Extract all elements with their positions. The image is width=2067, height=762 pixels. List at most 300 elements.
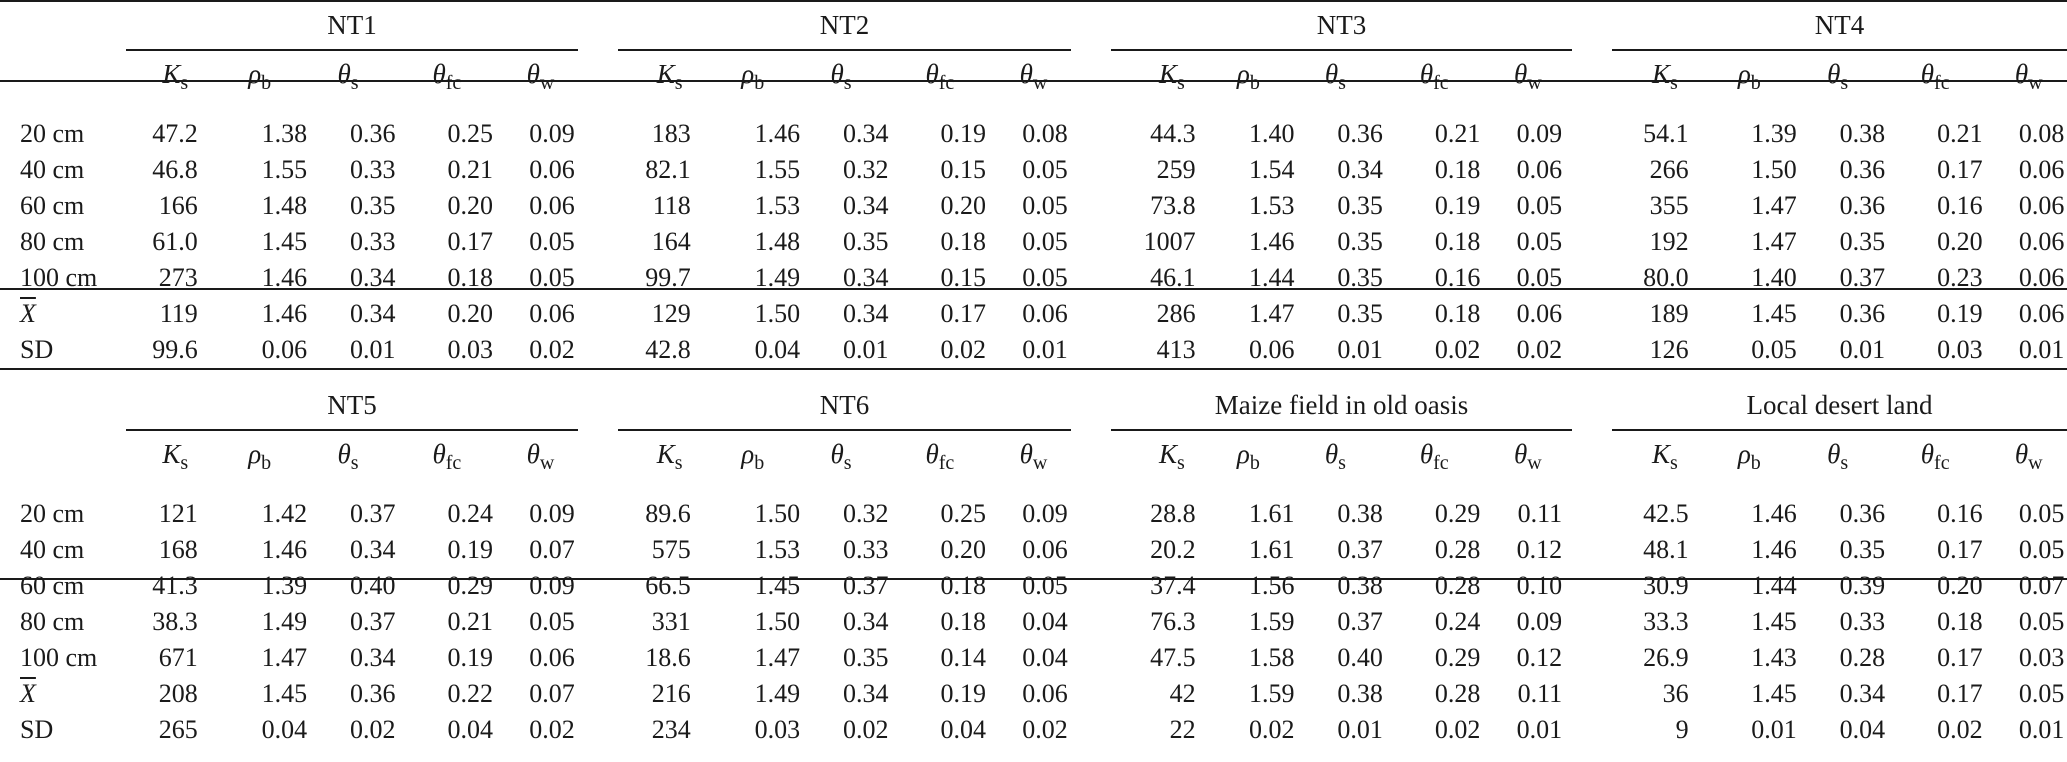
- table-cell: 129: [651, 299, 691, 328]
- table-cell: 0.06: [1516, 155, 1563, 184]
- table-cell: 0.36: [1337, 119, 1383, 148]
- table-cell: 0.34: [842, 191, 889, 220]
- symbol-base: θ: [526, 59, 540, 89]
- group-title: NT6: [819, 390, 870, 420]
- table-cell: 99.6: [152, 335, 198, 364]
- group-underline: [1612, 429, 2067, 431]
- symbol-subscript: s: [1670, 452, 1678, 474]
- table-cell: 0.18: [1937, 607, 1983, 636]
- table-cell: 0.21: [1937, 119, 1983, 148]
- column-header-θfc: [1394, 441, 1474, 473]
- table-cell: 41.3: [152, 571, 198, 600]
- table-cell: 30.9: [1643, 571, 1689, 600]
- table-cell: 0.05: [529, 263, 575, 292]
- table-cell: 273: [158, 263, 198, 292]
- table-cell: 0.25: [940, 499, 987, 528]
- table-cell: 0.29: [1434, 499, 1481, 528]
- table-cell: 0.36: [349, 119, 396, 148]
- column-header-ρb: [713, 61, 793, 93]
- symbol-base: K: [1159, 439, 1178, 469]
- symbol-base: ρ: [741, 59, 755, 89]
- table-cell: 0.19: [447, 535, 494, 564]
- table-cell: 0.01: [1751, 715, 1797, 744]
- column-header-θs: [1798, 441, 1878, 473]
- table-cell: 0.37: [1337, 607, 1383, 636]
- table-cell: 0.18: [1434, 155, 1481, 184]
- table-cell: 82.1: [645, 155, 691, 184]
- table-cell: 0.36: [349, 679, 396, 708]
- table-cell: 0.29: [1434, 643, 1481, 672]
- group-underline: [1111, 429, 1572, 431]
- table-cell: 0.07: [529, 679, 575, 708]
- table-cell: 0.05: [2018, 679, 2065, 708]
- table-cell: 0.07: [2018, 571, 2065, 600]
- table-cell: 0.17: [1937, 155, 1983, 184]
- symbol-subscript: s: [1840, 452, 1849, 474]
- table-cell: 0.02: [1249, 715, 1295, 744]
- table-cell: 0.19: [1937, 299, 1983, 328]
- table-cell: 0.19: [447, 643, 494, 672]
- table-cell: 192: [1649, 227, 1689, 256]
- table-cell: 0.34: [349, 535, 396, 564]
- column-header-θs: [801, 61, 881, 93]
- table-cell: 0.33: [349, 155, 396, 184]
- column-header-θfc: [1895, 61, 1975, 93]
- symbol-base: K: [1159, 59, 1178, 89]
- table-cell: 0.06: [2018, 227, 2065, 256]
- table-cell: 1.58: [1249, 643, 1295, 672]
- table-cell: 0.15: [940, 263, 987, 292]
- column-header-Ks: [630, 61, 710, 93]
- table-cell: 47.2: [152, 119, 198, 148]
- table-cell: 47.5: [1150, 643, 1196, 672]
- table-cell: 18.6: [645, 643, 691, 672]
- column-header-θs: [1295, 441, 1375, 473]
- table-cell: 0.05: [1751, 335, 1797, 364]
- table-cell: 0.01: [1516, 715, 1563, 744]
- table-cell: 1.39: [1751, 119, 1797, 148]
- table-rule: [0, 0, 2067, 2]
- row-label: 40 cm: [20, 535, 85, 564]
- table-cell: 0.32: [842, 155, 889, 184]
- column-header-θw: [500, 61, 580, 93]
- table-cell: 1.50: [754, 607, 801, 636]
- group-title: NT4: [1814, 10, 1865, 40]
- column-header-θw: [1488, 441, 1568, 473]
- symbol-subscript: b: [1750, 452, 1761, 474]
- table-cell: 36: [1662, 679, 1689, 708]
- table-cell: 0.08: [2018, 119, 2065, 148]
- table-cell: 0.37: [349, 499, 396, 528]
- group-underline: [126, 429, 578, 431]
- table-cell: 0.04: [1022, 607, 1068, 636]
- table-cell: 183: [651, 119, 691, 148]
- table-cell: 1.45: [261, 679, 308, 708]
- table-cell: 0.21: [1434, 119, 1481, 148]
- table-cell: 1.53: [1249, 191, 1295, 220]
- table-cell: 0.02: [940, 335, 987, 364]
- symbol-subscript: b: [754, 72, 765, 94]
- symbol-base: θ: [1920, 59, 1935, 89]
- group-title: NT3: [1316, 10, 1367, 40]
- table-cell: 1.50: [754, 499, 801, 528]
- table-cell: 1.46: [1751, 535, 1797, 564]
- symbol-base: ρ: [1236, 59, 1250, 89]
- table-cell: 80.0: [1643, 263, 1689, 292]
- symbol-subscript: s: [350, 72, 359, 94]
- column-header-θs: [1295, 61, 1375, 93]
- column-header-θs: [308, 61, 388, 93]
- table-cell: 1.40: [1751, 263, 1797, 292]
- symbol-subscript: w: [539, 72, 555, 94]
- table-cell: 0.16: [1434, 263, 1481, 292]
- group-title: NT2: [819, 10, 870, 40]
- column-header-θs: [308, 441, 388, 473]
- table-cell: 0.06: [2018, 191, 2065, 220]
- row-label: 20 cm: [20, 499, 85, 528]
- table-cell: 66.5: [645, 571, 691, 600]
- table-cell: 0.05: [1516, 191, 1563, 220]
- symbol-base: K: [656, 439, 675, 469]
- table-cell: 0.33: [1839, 607, 1886, 636]
- table-cell: 0.37: [349, 607, 396, 636]
- symbol-subscript: s: [1338, 72, 1346, 94]
- table-cell: 48.1: [1643, 535, 1689, 564]
- table-cell: 0.20: [447, 191, 494, 220]
- table-cell: 0.40: [1337, 643, 1383, 672]
- table-cell: 0.14: [940, 643, 987, 672]
- table-cell: 1.38: [261, 119, 308, 148]
- table-cell: 0.02: [1022, 715, 1068, 744]
- table-cell: 0.17: [1937, 679, 1983, 708]
- table-cell: 355: [1649, 191, 1689, 220]
- symbol-subscript: w: [2028, 72, 2043, 94]
- group-underline: [618, 49, 1071, 51]
- table-cell: 1.47: [261, 643, 308, 672]
- symbol-base: K: [1652, 439, 1671, 469]
- table-cell: 1.47: [1751, 191, 1797, 220]
- symbol-subscript: w: [1032, 452, 1048, 474]
- column-header-ρb: [713, 441, 793, 473]
- table-cell: 0.37: [1839, 263, 1886, 292]
- group-title: NT5: [327, 390, 377, 420]
- table-cell: 1.53: [754, 535, 801, 564]
- table-cell: 1.56: [1249, 571, 1295, 600]
- symbol-subscript: s: [1177, 452, 1185, 474]
- table-cell: 0.35: [1337, 191, 1383, 220]
- table-cell: 0.06: [529, 155, 575, 184]
- table-cell: 0.09: [529, 499, 575, 528]
- table-cell: 0.37: [1337, 535, 1383, 564]
- table-cell: 1.46: [1249, 227, 1295, 256]
- table-cell: 89.6: [645, 499, 691, 528]
- symbol-base: θ: [337, 439, 351, 469]
- table-cell: 0.05: [2018, 499, 2065, 528]
- symbol-subscript: s: [1670, 72, 1678, 94]
- table-cell: 1.59: [1249, 679, 1295, 708]
- table-cell: 1.47: [1751, 227, 1797, 256]
- table-cell: 166: [158, 191, 198, 220]
- column-header-Ks: [135, 61, 215, 93]
- table-cell: 0.20: [940, 535, 987, 564]
- table-cell: 0.20: [1937, 571, 1983, 600]
- table-cell: 0.06: [2018, 155, 2065, 184]
- symbol-subscript: w: [1032, 72, 1048, 94]
- table-cell: 0.35: [1337, 227, 1383, 256]
- symbol-base: θ: [830, 59, 844, 89]
- symbol-subscript: fc: [938, 452, 955, 474]
- table-cell: 0.05: [1516, 227, 1563, 256]
- column-header-θfc: [407, 61, 487, 93]
- symbol-base: θ: [2014, 439, 2029, 469]
- symbol-base: θ: [1324, 439, 1339, 469]
- table-cell: 0.06: [2018, 299, 2065, 328]
- column-header-θfc: [1394, 61, 1474, 93]
- symbol-base: θ: [1019, 439, 1033, 469]
- table-cell: 0.11: [1517, 679, 1563, 708]
- table-cell: 0.34: [349, 299, 396, 328]
- table-cell: 0.09: [1516, 607, 1563, 636]
- table-cell: 0.06: [1022, 299, 1068, 328]
- symbol-subscript: s: [1338, 452, 1346, 474]
- table-cell: 0.40: [349, 571, 396, 600]
- row-label: $\overline{X}$: [20, 679, 36, 708]
- table-cell: 0.15: [940, 155, 987, 184]
- table-cell: 0.28: [1434, 535, 1481, 564]
- table-cell: 1.53: [754, 191, 801, 220]
- column-header-θw: [994, 441, 1074, 473]
- table-cell: 216: [651, 679, 691, 708]
- table-cell: 0.18: [447, 263, 494, 292]
- table-cell: 0.24: [1434, 607, 1481, 636]
- symbol-subscript: w: [1527, 72, 1542, 94]
- table-cell: 0.34: [842, 119, 889, 148]
- table-cell: 0.01: [2018, 715, 2065, 744]
- table-cell: 0.29: [447, 571, 494, 600]
- table-cell: 1.50: [1751, 155, 1797, 184]
- column-header-θfc: [407, 441, 487, 473]
- table-cell: 0.04: [261, 715, 308, 744]
- symbol-subscript: fc: [445, 452, 462, 474]
- table-cell: 126: [1649, 335, 1689, 364]
- table-cell: 38.3: [152, 607, 198, 636]
- column-header-θs: [1798, 61, 1878, 93]
- table-cell: 0.02: [1434, 335, 1481, 364]
- group-title: NT1: [327, 10, 377, 40]
- table-cell: 1.49: [754, 263, 801, 292]
- symbol-base: θ: [1513, 59, 1528, 89]
- table-cell: 0.05: [1022, 571, 1068, 600]
- table-cell: 0.06: [261, 335, 308, 364]
- row-label: SD: [20, 335, 54, 364]
- table-cell: 0.02: [842, 715, 889, 744]
- column-header-ρb: [1709, 61, 1789, 93]
- table-cell: 0.19: [1434, 191, 1481, 220]
- table-cell: 1.61: [1249, 499, 1295, 528]
- table-cell: 0.03: [447, 335, 494, 364]
- table-cell: 0.34: [842, 263, 889, 292]
- table-cell: 28.8: [1150, 499, 1196, 528]
- symbol-base: K: [1652, 59, 1671, 89]
- table-cell: 0.38: [1337, 679, 1383, 708]
- table-cell: 0.35: [349, 191, 396, 220]
- symbol-base: ρ: [248, 439, 262, 469]
- group-underline: [1111, 49, 1572, 51]
- symbol-base: θ: [1827, 439, 1841, 469]
- symbol-subscript: w: [539, 452, 555, 474]
- table-cell: 0.12: [1516, 535, 1563, 564]
- table-cell: 0.05: [1022, 191, 1068, 220]
- table-cell: 54.1: [1643, 119, 1689, 148]
- table-cell: 0.38: [1337, 499, 1383, 528]
- symbol-base: θ: [1419, 439, 1434, 469]
- table-rule: [0, 368, 2067, 370]
- symbol-subscript: fc: [1934, 72, 1950, 94]
- row-label: 40 cm: [20, 155, 85, 184]
- table-cell: 0.01: [842, 335, 889, 364]
- table-cell: 42.5: [1643, 499, 1689, 528]
- table-cell: 0.20: [1937, 227, 1983, 256]
- table-cell: 1.46: [754, 119, 801, 148]
- symbol-base: θ: [432, 439, 446, 469]
- row-label: 80 cm: [20, 607, 85, 636]
- table-cell: 0.03: [2018, 643, 2065, 672]
- table-cell: 0.16: [1937, 191, 1983, 220]
- table-cell: 0.07: [529, 535, 575, 564]
- table-cell: 0.20: [447, 299, 494, 328]
- table-cell: 164: [651, 227, 691, 256]
- table-cell: 1.45: [1751, 679, 1797, 708]
- symbol-base: θ: [1419, 59, 1434, 89]
- table-cell: 0.05: [529, 227, 575, 256]
- table-cell: 1.47: [754, 643, 801, 672]
- table-cell: 0.25: [447, 119, 494, 148]
- table-cell: 9: [1675, 715, 1689, 744]
- table-cell: 61.0: [152, 227, 198, 256]
- table-cell: 0.34: [349, 263, 396, 292]
- symbol-subscript: fc: [1934, 452, 1950, 474]
- table-cell: 0.05: [2018, 607, 2065, 636]
- table-cell: 0.01: [1839, 335, 1886, 364]
- symbol-subscript: s: [350, 452, 359, 474]
- table-cell: 1.46: [1751, 499, 1797, 528]
- table-cell: 0.02: [349, 715, 396, 744]
- table-cell: 1.59: [1249, 607, 1295, 636]
- table-cell: 286: [1156, 299, 1196, 328]
- table-cell: 259: [1156, 155, 1196, 184]
- table-cell: 1.45: [1751, 299, 1797, 328]
- table-cell: 0.34: [842, 679, 889, 708]
- symbol-base: θ: [432, 59, 446, 89]
- symbol-subscript: fc: [445, 72, 462, 94]
- table-cell: 0.01: [2018, 335, 2065, 364]
- table-cell: 46.8: [152, 155, 198, 184]
- table-cell: 0.04: [1839, 715, 1886, 744]
- table-cell: 234: [651, 715, 691, 744]
- table-cell: 0.36: [1839, 191, 1886, 220]
- table-cell: 331: [651, 607, 691, 636]
- table-cell: 0.02: [1937, 715, 1983, 744]
- table-cell: 1.49: [261, 607, 308, 636]
- group-underline: [618, 429, 1071, 431]
- table-cell: 0.06: [1249, 335, 1295, 364]
- symbol-subscript: s: [180, 452, 189, 474]
- table-cell: 1.43: [1751, 643, 1797, 672]
- table-cell: 76.3: [1150, 607, 1196, 636]
- table-cell: 0.17: [1937, 535, 1983, 564]
- table-cell: 0.20: [940, 191, 987, 220]
- table-cell: 0.38: [1839, 119, 1886, 148]
- table-cell: 0.34: [842, 299, 889, 328]
- table-cell: 0.36: [1839, 155, 1886, 184]
- table-cell: 208: [158, 679, 198, 708]
- column-header-ρb: [1208, 61, 1288, 93]
- table-cell: 0.10: [1516, 571, 1563, 600]
- table-cell: 0.05: [1516, 263, 1563, 292]
- symbol-subscript: fc: [1433, 72, 1449, 94]
- symbol-subscript: s: [1840, 72, 1849, 94]
- table-cell: 0.19: [940, 119, 987, 148]
- symbol-base: θ: [830, 439, 844, 469]
- column-header-θw: [1989, 441, 2067, 473]
- symbol-subscript: s: [180, 72, 189, 94]
- table-cell: 0.09: [1516, 119, 1563, 148]
- table-cell: 0.21: [447, 155, 494, 184]
- row-label: 100 cm: [20, 263, 98, 292]
- symbol-subscript: w: [2028, 452, 2043, 474]
- symbol-base: K: [656, 59, 675, 89]
- row-label: 80 cm: [20, 227, 85, 256]
- table-cell: 0.36: [1839, 299, 1886, 328]
- symbol-base: ρ: [1236, 439, 1250, 469]
- table-cell: 0.04: [1022, 643, 1068, 672]
- table-cell: 0.01: [1022, 335, 1068, 364]
- table-cell: 0.18: [940, 607, 987, 636]
- symbol-subscript: fc: [1433, 452, 1449, 474]
- table-cell: 1.46: [261, 263, 308, 292]
- row-label: 60 cm: [20, 191, 85, 220]
- table-cell: 0.02: [529, 335, 575, 364]
- column-header-Ks: [1132, 441, 1212, 473]
- table-cell: 0.05: [529, 607, 575, 636]
- table-cell: 37.4: [1150, 571, 1196, 600]
- table-cell: 0.18: [940, 571, 987, 600]
- column-header-θfc: [1895, 441, 1975, 473]
- table-cell: 0.35: [842, 643, 889, 672]
- table-cell: 0.17: [1937, 643, 1983, 672]
- table-cell: 0.38: [1337, 571, 1383, 600]
- symbol-subscript: b: [754, 452, 765, 474]
- table-cell: 0.04: [754, 335, 801, 364]
- column-header-ρb: [220, 441, 300, 473]
- row-label: 100 cm: [20, 643, 98, 672]
- symbol-base: ρ: [1737, 59, 1751, 89]
- table-cell: 1.44: [1249, 263, 1295, 292]
- symbol-base: θ: [1920, 439, 1935, 469]
- table-cell: 0.06: [1516, 299, 1563, 328]
- table-cell: 119: [159, 299, 198, 328]
- symbol-base: ρ: [741, 439, 755, 469]
- table-cell: 0.18: [1434, 299, 1481, 328]
- row-label: 60 cm: [20, 571, 85, 600]
- symbol-base: ρ: [248, 59, 262, 89]
- table-cell: 0.09: [529, 571, 575, 600]
- column-header-θw: [994, 61, 1074, 93]
- table-cell: 1.49: [754, 679, 801, 708]
- table-cell: 1.50: [754, 299, 801, 328]
- table-cell: 20.2: [1150, 535, 1196, 564]
- table-cell: 0.06: [1022, 679, 1068, 708]
